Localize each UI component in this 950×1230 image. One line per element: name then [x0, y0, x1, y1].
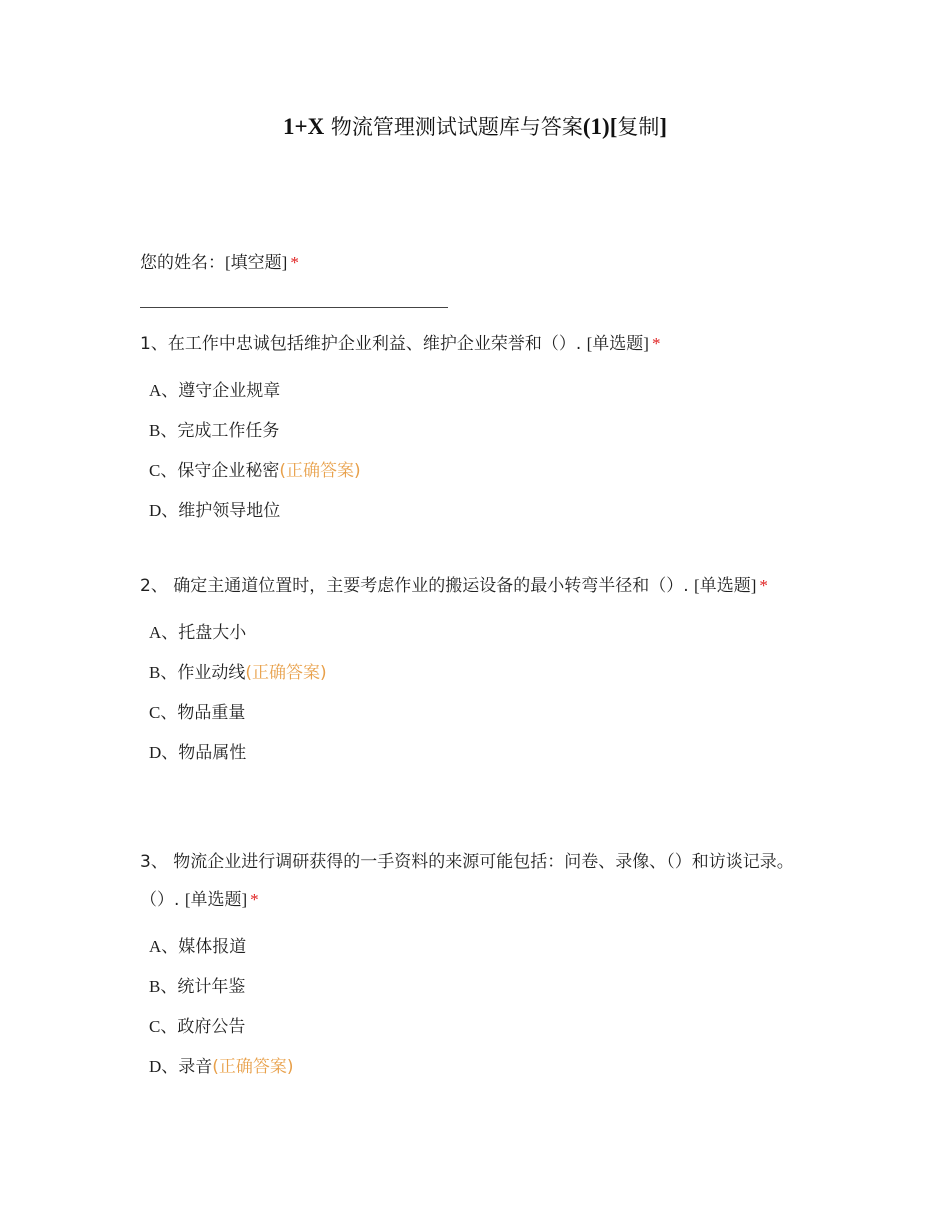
- title-suffix: (1)[: [582, 114, 618, 139]
- question-1: [140, 329, 812, 531]
- required-mark: *: [250, 890, 259, 909]
- name-field-type: [填空题]: [225, 253, 288, 272]
- question-3: [140, 843, 812, 1087]
- option-a[interactable]: A、媒体报道: [149, 937, 247, 957]
- option-label: 作业动线: [177, 663, 246, 683]
- option-label: 统计年鉴: [177, 977, 246, 997]
- name-field-label-row: [140, 248, 812, 278]
- title-prefix: 1+X: [282, 114, 325, 139]
- correct-answer-note: (正确答案): [279, 461, 361, 481]
- title-main: 物流管理测试试题库与答案: [324, 115, 583, 139]
- option-label: 物品重量: [177, 703, 246, 723]
- question-stem: 1、在工作中忠诚包括维护企业利益、维护企业荣誉和（）.: [140, 334, 582, 354]
- name-input-line[interactable]: [140, 307, 448, 308]
- name-field-question: [140, 248, 812, 278]
- question-2: [140, 571, 812, 773]
- name-field-label: 您的姓名：: [140, 253, 225, 273]
- option-b[interactable]: B、统计年鉴: [149, 977, 246, 997]
- option-label: 政府公告: [177, 1017, 246, 1037]
- option-list: [140, 613, 812, 773]
- option-label: 完成工作任务: [177, 421, 280, 441]
- question-type: [单选题]: [184, 890, 248, 909]
- option-list: [140, 927, 812, 1087]
- option-label: 托盘大小: [178, 623, 247, 643]
- title-copy: 复制: [617, 115, 660, 139]
- question-text: [140, 843, 812, 919]
- option-label: 遵守企业规章: [178, 381, 281, 401]
- document-title: [0, 110, 950, 145]
- option-c[interactable]: C、政府公告: [149, 1017, 246, 1037]
- option-d[interactable]: D、维护领导地位: [149, 501, 281, 521]
- question-type: [单选题]: [586, 334, 649, 353]
- required-mark: *: [290, 253, 299, 272]
- option-label: 维护领导地位: [178, 501, 281, 521]
- correct-answer-note: (正确答案): [212, 1057, 294, 1077]
- option-c[interactable]: C、保守企业秘密(正确答案): [149, 461, 361, 481]
- required-mark: *: [651, 334, 661, 353]
- option-c[interactable]: C、物品重量: [149, 703, 246, 723]
- option-b[interactable]: B、完成工作任务: [149, 421, 280, 441]
- option-label: 保守企业秘密: [177, 461, 280, 481]
- option-a[interactable]: A、托盘大小: [149, 623, 247, 643]
- option-label: 媒体报道: [178, 937, 247, 957]
- question-stem: 3、 物流企业进行调研获得的一手资料的来源可能包括：问卷、录像、（）和访谈记录。（）.: [140, 852, 794, 910]
- title-close: ]: [659, 114, 668, 139]
- question-text: [140, 571, 812, 601]
- option-label: 录音: [178, 1057, 213, 1077]
- required-mark: *: [759, 576, 768, 595]
- question-text: [140, 329, 812, 359]
- question-type: [单选题]: [694, 576, 757, 595]
- option-a[interactable]: A、遵守企业规章: [149, 381, 281, 401]
- option-d[interactable]: D、物品属性: [149, 743, 247, 763]
- option-list: [140, 371, 812, 531]
- option-d[interactable]: D、录音(正确答案): [149, 1057, 294, 1077]
- correct-answer-note: (正确答案): [245, 663, 327, 683]
- question-stem: 2、 确定主通道位置时，主要考虑作业的搬运设备的最小转弯半径和（）.: [140, 576, 689, 596]
- option-label: 物品属性: [178, 743, 247, 763]
- option-b[interactable]: B、作业动线(正确答案): [149, 663, 327, 683]
